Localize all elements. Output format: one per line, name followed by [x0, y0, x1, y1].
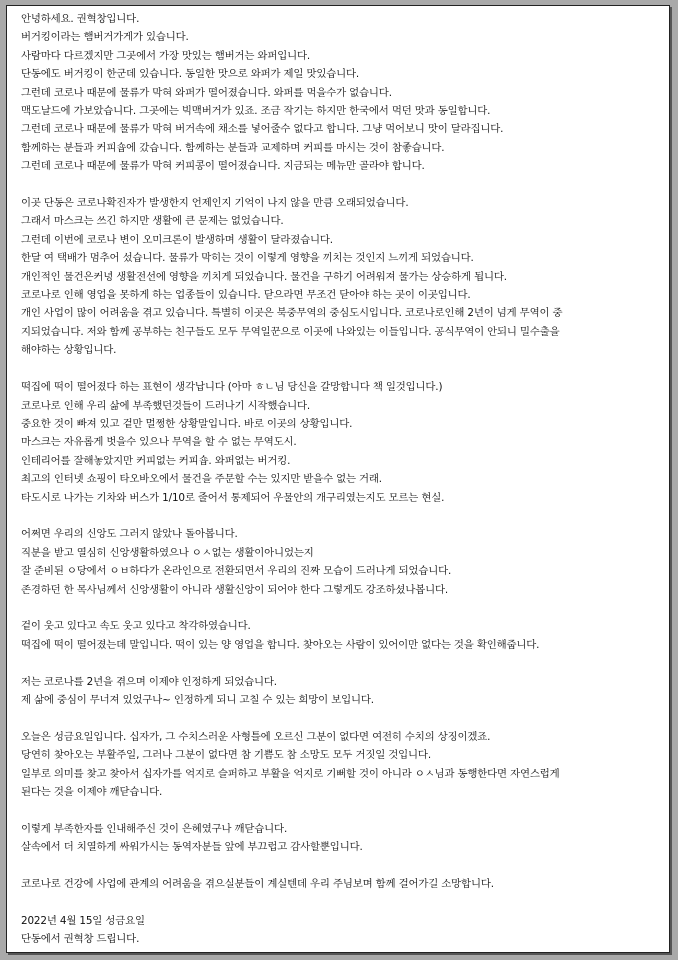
- text-line: 마스크는 자유롭게 벗을수 있으나 무역을 할 수 없는 무역도시.: [21, 436, 297, 449]
- text-line: 그런데 코로나 때문에 물류가 막혀 커피콩이 떨어졌습니다. 지금되는 메뉴만 골라야 합니다.: [21, 160, 425, 173]
- text-line: 직분을 받고 열심히 신앙생활하였으나 ㅇㅅ없는 생활이아니었는지: [21, 546, 314, 559]
- text-line: 잘 준비된 ㅇ당에서 ㅇㅂ하다가 온라인으로 전환되면서 우리의 진짜 모습이 드러나게 되었습니다.: [21, 565, 452, 578]
- text-line: 개인적인 물건은커녕 생활전선에 영향을 끼치게 되었습니다. 물건을 구하기 어려워져 물가는 상승하게 됩니다.: [21, 270, 507, 283]
- text-line: 코로나로 건강에 사업에 관계의 어려움을 겪으실분들이 계실텐데 우리 주님보며 함께 걸어가길 소망합니다.: [21, 877, 494, 890]
- text-line: 인테리어를 잘해놓았지만 커피없는 커피숍. 와퍼없는 버거킹.: [21, 454, 291, 467]
- text-line: 맥도날드에 가보았습니다. 그곳에는 빅맥버거가 있죠. 조금 작기는 하지만 한국에서 먹던 맛과 동일합니다.: [21, 105, 491, 118]
- text-line: 코로나로 인해 영업을 못하게 하는 업종들이 있습니다. 닫으라면 무조건 닫아야 하는 곳이 이곳입니다.: [21, 289, 471, 302]
- text-line: 해야하는 상황입니다.: [21, 344, 117, 357]
- text-line: 코로나로 인해 우리 삶에 부족했던것들이 드러나기 시작했습니다.: [21, 399, 311, 412]
- text-line: 떡집에 떡이 떨어졌다 하는 표현이 생각납니다 (아마 ㅎㄴ님 당신을 갈망합니다 책 일것입니다.): [21, 381, 443, 394]
- paragraph-gap: [21, 507, 655, 525]
- text-line: 그런데 코로나 때문에 물류가 막혀 버거속에 채소를 넣어줄수 없다고 합니다. 그냥 먹어보니 맛이 달라집니다.: [21, 123, 504, 136]
- text-line: 최고의 인터넷 쇼핑이 타오바오에서 물건을 주문할 수는 있지만 받을수 없는 거래.: [21, 473, 382, 486]
- text-line: 한달 여 택배가 멈추어 섰습니다. 물류가 막히는 것이 이렇게 영향을 끼치는 것인지 느끼게 되었습니다.: [21, 252, 474, 265]
- text-line: 어쩌면 우리의 신앙도 그러지 않았나 돌아봅니다.: [21, 528, 238, 541]
- paragraph-gap: [21, 801, 655, 819]
- text-line: 타도시로 나가는 기차와 버스가 1/10로 줄어서 통제되어 우물안의 개구리였는지도 모르는 현실.: [21, 491, 445, 504]
- text-line: 버거킹이라는 햄버거가게가 있습니다.: [21, 31, 189, 44]
- paragraph-gap: [21, 360, 655, 378]
- text-line: 된다는 것을 이제야 깨닫습니다.: [21, 785, 163, 798]
- text-line: 사람마다 다르겠지만 그곳에서 가장 맛있는 햄버거는 와퍼입니다.: [21, 49, 311, 62]
- text-line: 중요한 것이 빠져 있고 겉만 멀쩡한 상황말입니다. 바로 이곳의 상황입니다.: [21, 417, 353, 430]
- text-line: 안녕하세요. 권혁창입니다.: [21, 13, 140, 25]
- text-line: 저는 코로나를 2년을 겪으며 이제야 인정하게 되었습니다.: [21, 675, 277, 688]
- text-line: 겉이 웃고 있다고 속도 웃고 있다고 착각하였습니다.: [21, 620, 251, 633]
- text-line: 개인 사업이 많이 어려움을 겪고 있습니다. 특별히 이곳은 북중무역의 중심도시입니다. 코로나로인해 2년이 넘게 무역이 중: [21, 307, 563, 320]
- text-line: 당연히 찾아오는 부활주일, 그러나 그분이 없다면 참 기쁨도 참 소망도 모두 거짓일 것입니다.: [21, 749, 431, 762]
- text-line: 존경하던 한 목사님께서 신앙생활이 아니라 생활신앙이 되어야 한다 그렇게도 강조하셨나봅니다.: [21, 583, 449, 596]
- paragraph-gap: [21, 857, 655, 875]
- text-line: 이렇게 부족한자를 인내해주신 것이 은혜였구나 깨닫습니다.: [21, 822, 288, 835]
- text-line: 지되었습니다. 저와 함께 공부하는 친구들도 모두 무역일꾼으로 이곳에 나와있는 이들입니다. 공식무역이 안되니 밀수출을: [21, 325, 560, 338]
- text-line: 제 삶에 중심이 무너져 있었구나~ 인정하게 되니 고칠 수 있는 희망이 보입니다.: [21, 693, 374, 706]
- text-line: 그런데 코로나 때문에 물류가 막혀 와퍼가 떨어졌습니다. 와퍼를 먹을수가 없습니다.: [21, 86, 392, 99]
- text-line: 떡집에 떡이 떨어졌는데 말입니다. 떡이 있는 양 영업을 합니다. 찾아오는 사람이 있어이만 없다는 것을 확인해줍니다.: [21, 638, 540, 651]
- text-line: 이곳 단동은 코로나확진자가 발생한지 언제인지 기억이 나지 않을 만큼 오래되었습니다.: [21, 197, 409, 210]
- text-line: 살속에서 더 치열하게 싸워가시는 동역자분들 앞에 부끄럽고 감사할뿐입니다.: [21, 841, 363, 854]
- paragraph-gap: [21, 654, 655, 672]
- text-line: 일부로 의미를 찾고 찾아서 십자가를 억지로 슬퍼하고 부활을 억지로 기뻐할 것이 아니라 ㅇㅅ님과 동행한다면 자연스럽게: [21, 767, 560, 780]
- text-line: 단동에서 권혁창 드립니다.: [21, 933, 140, 946]
- text-line: 그래서 마스크는 쓰긴 하지만 생활에 큰 문제는 없었습니다.: [21, 215, 284, 228]
- text-line: 오늘은 성금요일입니다. 십자가, 그 수치스러운 사형틀에 오르신 그분이 없다면 여전히 수치의 상징이겠죠.: [21, 730, 491, 743]
- letter-body: [7, 6, 669, 949]
- paragraph-gap: [21, 599, 655, 617]
- text-line: 단동에도 버거킹이 한군데 있습니다. 동일한 맛으로 와퍼가 제일 맛있습니다.: [21, 68, 360, 81]
- paragraph-gap: [21, 176, 655, 194]
- text-line: 그런데 이번에 코로나 변이 오미크론이 발생하며 생활이 달라졌습니다.: [21, 233, 333, 246]
- text-line: 2022년 4월 15일 성금요일: [21, 914, 145, 927]
- paragraph-gap: [21, 893, 655, 911]
- text-line: 함께하는 분들과 커피숍에 갔습니다. 함께하는 분들과 교제하며 커피를 마시는 것이 참좋습니다.: [21, 141, 445, 154]
- paragraph-gap: [21, 709, 655, 727]
- document-page: [6, 5, 670, 953]
